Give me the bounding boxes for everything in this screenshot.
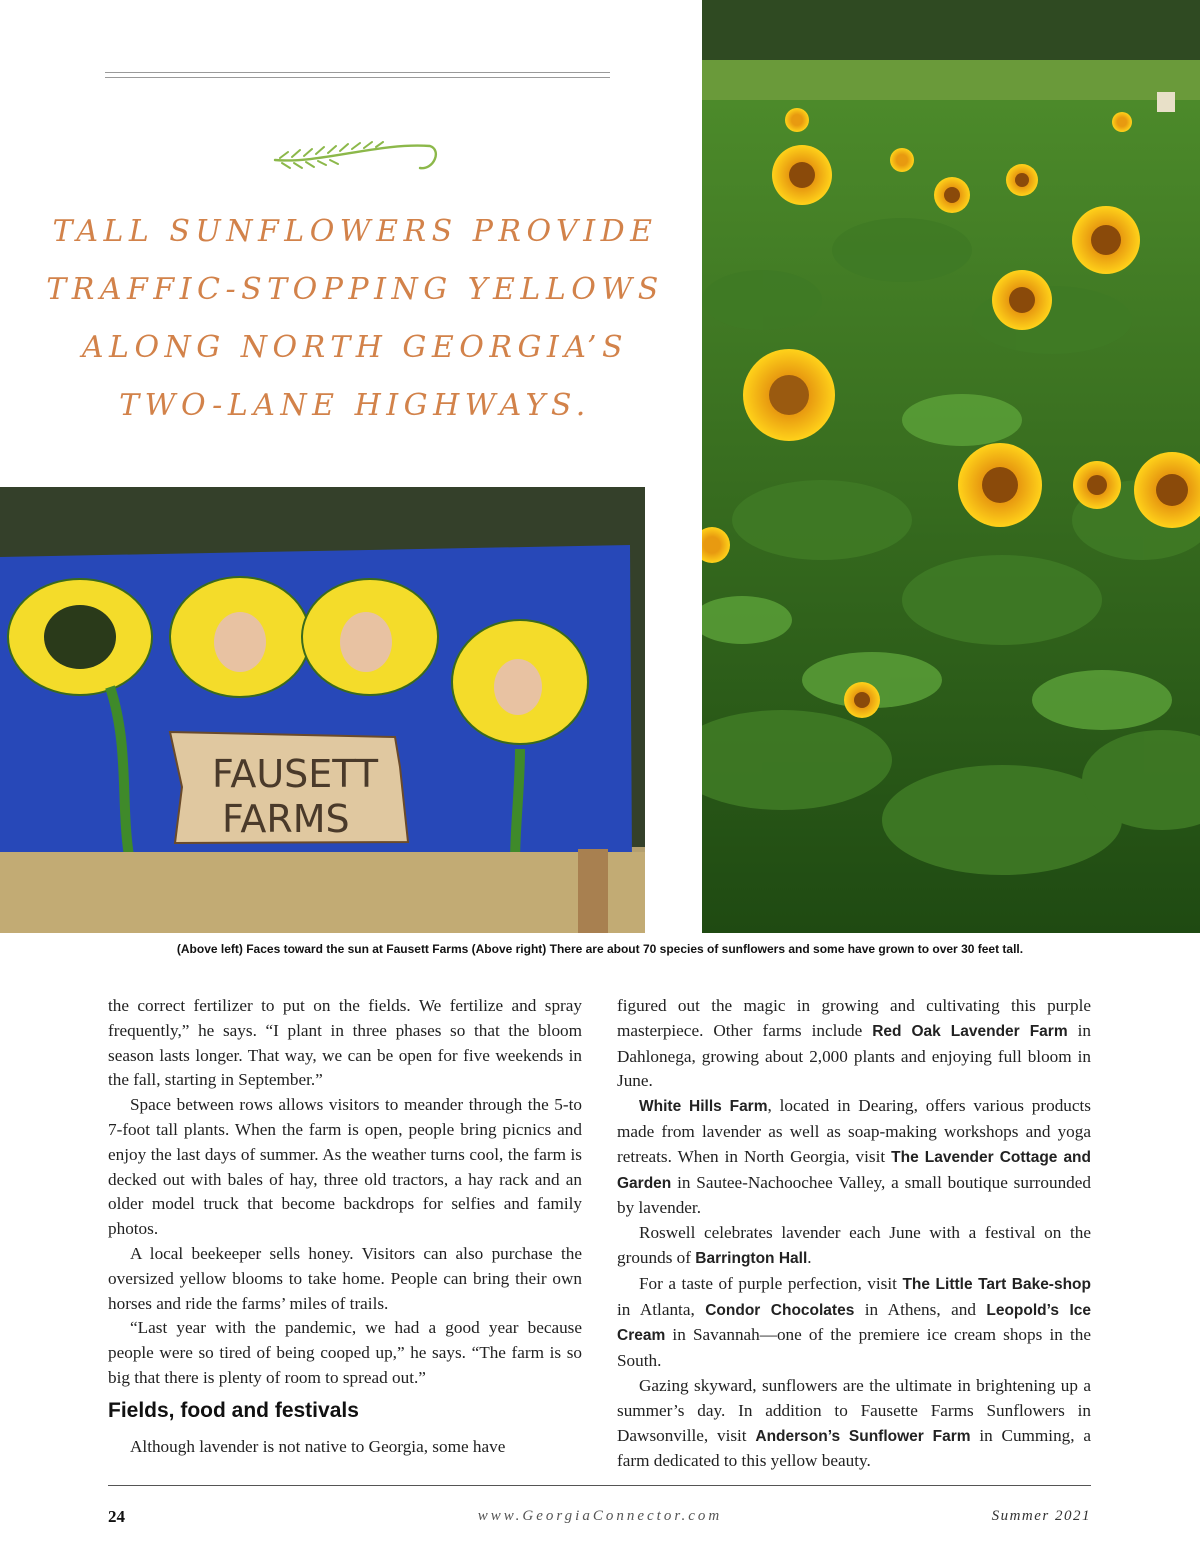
text-run: For a taste of purple perfection, visit bbox=[639, 1273, 903, 1293]
footer-rule bbox=[108, 1485, 1091, 1486]
farm-name: The Lavender Cottage and Garden bbox=[617, 1148, 1091, 1192]
farm-name: Anderson’s Sunflower Farm bbox=[755, 1427, 971, 1445]
farm-name: Red Oak Lavender Farm bbox=[872, 1022, 1068, 1040]
sunflower-field-photo bbox=[702, 0, 1200, 933]
text-run: in Athens, and bbox=[854, 1299, 987, 1319]
paragraph bbox=[617, 1221, 1091, 1272]
page-number: 24 bbox=[108, 1507, 125, 1526]
pull-quote-line: TRAFFIC-STOPPING YELLOWS bbox=[46, 272, 664, 307]
farm-name: White Hills Farm bbox=[639, 1098, 768, 1116]
leaf-flourish-icon bbox=[270, 136, 440, 176]
text-run: Gazing skyward, sunflowers are the ultimate in brightening up a summer’s day. In addition to Fausette Farms Sunflowers in Dawsonville, visit bbox=[617, 1375, 1091, 1445]
shop-name: Leopold’s Ice Cream bbox=[617, 1301, 1091, 1345]
paragraph: A local beekeeper sells honey. Visitors can also purchase the oversized yellow blooms to take home. People can bring their own horses and ride the farms’ miles of trails. bbox=[108, 1243, 582, 1313]
pull-quote-line: ALONG NORTH GEORGIA’S bbox=[81, 330, 629, 365]
text-run: in Atlanta, bbox=[617, 1299, 706, 1319]
pull-quote-line: TWO-LANE HIGHWAYS. bbox=[119, 388, 591, 423]
article-column-left bbox=[108, 994, 582, 1460]
fausett-farms-board-photo bbox=[0, 487, 645, 933]
article-column-right bbox=[617, 994, 1091, 1474]
text-run: . bbox=[807, 1247, 812, 1267]
footer-issue: Summer 2021 bbox=[991, 1508, 1091, 1524]
paragraph: Although lavender is not native to Georgia, some have bbox=[130, 1436, 506, 1456]
paragraph bbox=[617, 1272, 1091, 1374]
paragraph: the correct fertilizer to put on the fields. We fertilize and spray frequently,” he says. “I plant in three phases so that the bloom season lasts longer. That way, we can be open for five weekends in the fall, starting in September.” bbox=[108, 996, 582, 1090]
paragraph: Space between rows allows visitors to meander through the 5-to 7-foot tall plants. When the farm is open, people bring picnics and enjoy the last days of summer. As the weather turns cool, the farm is decked out with bales of hay, three old tractors, a hay rack and an older model truck that become backdrops for selfies and family photos. bbox=[108, 1095, 582, 1239]
board-line-2: FARMS bbox=[222, 797, 350, 841]
paragraph bbox=[617, 1094, 1091, 1221]
text-run: in Savannah—one of the premiere ice cream shops in the South. bbox=[617, 1325, 1091, 1371]
section-heading: Fields, food and festivals bbox=[108, 1398, 359, 1422]
shop-name: Condor Chocolates bbox=[705, 1301, 855, 1319]
fausett-farms-board-image bbox=[0, 487, 645, 933]
text-run: in Dahlonega, growing about 2,000 plants and enjoying full bloom in June. bbox=[617, 1020, 1091, 1091]
pull-quote-line: TALL SUNFLOWERS PROVIDE bbox=[52, 214, 658, 249]
board-line-1: FAUSETT bbox=[212, 752, 379, 796]
paragraph: “Last year with the pandemic, we had a good year because people were so tired of being cooped up,” he says. “The farm is so big that there is plenty of room to spread out.” bbox=[108, 1318, 582, 1387]
photo-caption: (Above left) Faces toward the sun at Fausett Farms (Above right) There are about 70 species of sunflowers and some have grown to over 30 feet tall. bbox=[176, 942, 1024, 956]
text-run: figured out the magic in growing and cultivating this purple masterpiece. Other farms include bbox=[617, 996, 1091, 1040]
venue-name: Barrington Hall bbox=[695, 1249, 808, 1267]
shop-name: The Little Tart Bake-shop bbox=[902, 1275, 1091, 1293]
sunflower-field-image bbox=[702, 0, 1200, 933]
text-run: , located in Dearing, offers various products made from lavender as well as soap-making workshops and yoga retreats. When in North Georgia, visit bbox=[617, 1096, 1091, 1166]
paragraph bbox=[617, 994, 1091, 1094]
paragraph bbox=[617, 1374, 1091, 1474]
text-run: Roswell celebrates lavender each June with a festival on the grounds of bbox=[617, 1223, 1091, 1267]
text-run: in Sautee-Nachoochee Valley, a small boutique surrounded by lavender. bbox=[617, 1172, 1091, 1218]
pull-quote bbox=[40, 203, 670, 435]
header-double-rule bbox=[105, 72, 610, 78]
footer-url: www.GeorgiaConnector.com bbox=[477, 1508, 723, 1524]
text-run: in Cumming, a farm dedicated to this yellow beauty. bbox=[617, 1425, 1091, 1471]
